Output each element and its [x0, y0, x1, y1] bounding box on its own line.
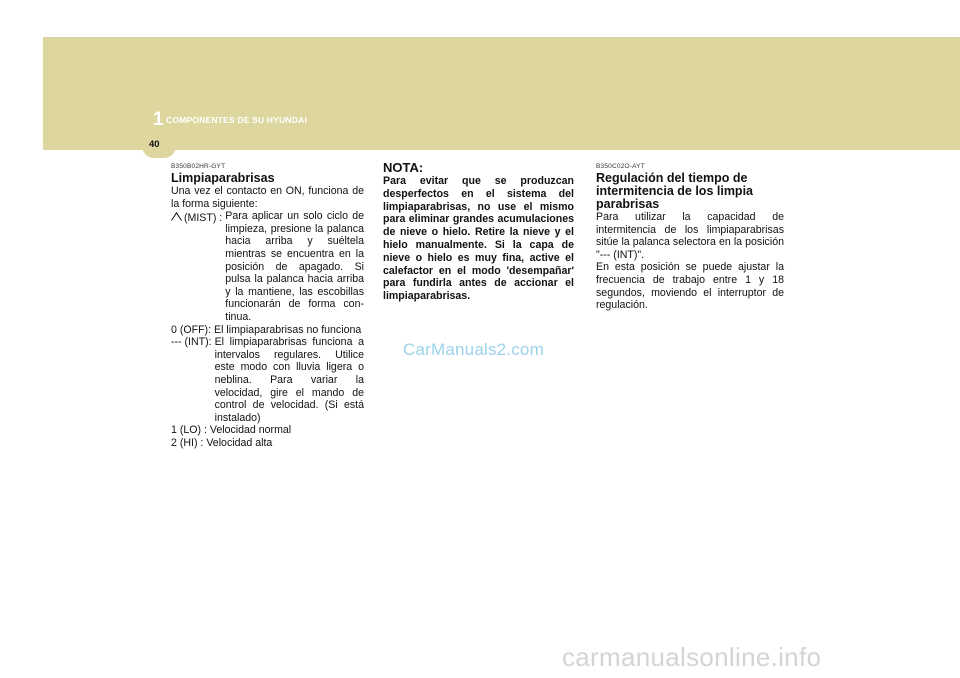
chapter-title: COMPONENTES DE SU HYUNDAI — [166, 115, 308, 125]
chapter-number: 1 — [153, 109, 164, 130]
def-term-lo: 1 (LO) : — [171, 424, 207, 437]
def-hi — [171, 437, 364, 450]
caret-up-icon — [171, 210, 184, 221]
section-heading: Regulación del tiempo de intermitencia de los limpia parabrisas — [596, 171, 753, 211]
section-code: B350C02O-AYT — [596, 163, 645, 170]
column-wipers — [171, 163, 364, 449]
header-band — [43, 37, 960, 150]
paragraph-2: En esta posición se puede ajustar la frecuencia de trabajo entre 1 y 18 segundos, moviendo el interruptor de regulación. — [596, 261, 784, 312]
column-nota — [383, 160, 574, 303]
paragraph-1: Para utilizar la capacidad de intermitencia de los limpiaparabrisas sitúe la palanca selectora en la posición "--- (INT)". — [596, 211, 784, 261]
nota-title: NOTA: — [383, 160, 424, 175]
def-desc-int: El limpiaparabrisas funciona a intervalos regulares. Utilice este modo con lluvia ligera o neblina. Para variar la velocidad, gire el mando de control de velocidad. (Si está instalado) — [214, 336, 364, 424]
column-intermittence — [596, 163, 784, 312]
def-off — [171, 324, 364, 337]
watermark-carmanualsonline: carmanualsonline.info — [562, 642, 822, 672]
def-desc-off: El limpiaparabrisas no funciona — [214, 323, 362, 336]
def-desc-lo: Velocidad normal — [209, 424, 292, 437]
def-mist — [171, 210, 364, 323]
intro-text: Una vez el contacto en ON, funciona de la forma siguiente: — [171, 185, 364, 210]
section-code: B350B02HR-GYT — [171, 163, 226, 170]
def-lo — [171, 424, 364, 437]
def-desc-mist: Para aplicar un solo ciclo de limpieza, presione la palanca hacia arriba y suéltela mientras se encuentra en la posición de apagado. Si pulsa la palanca hacia arriba y la mantiene, las escobillas funcionarán de forma con- tinua. — [225, 210, 364, 323]
def-term-int: --- (INT): — [171, 336, 212, 349]
def-int — [171, 336, 364, 424]
watermark-carmanuals2: CarManuals2.com — [403, 340, 544, 359]
def-term-off: 0 (OFF): — [171, 323, 212, 336]
def-desc-hi: Velocidad alta — [206, 436, 273, 449]
page-number: 40 — [149, 139, 160, 150]
def-term-hi: 2 (HI) : — [171, 436, 204, 449]
section-heading: Limpiaparabrisas — [171, 171, 275, 185]
nota-body: Para evitar que se produzcan desperfectos en el sistema del limpiaparabrisas, no use el mismo para eliminar grandes acumulaciones de nieve o hielo. Retire la nieve y el hielo manualmente. Si la capa de nieve o hielo es muy fina, active el calefactor en el modo 'desempañar' para fundirla antes de accionar el limpiaparabrisas. — [383, 175, 574, 303]
def-term-mist: (MIST) : — [171, 210, 222, 323]
